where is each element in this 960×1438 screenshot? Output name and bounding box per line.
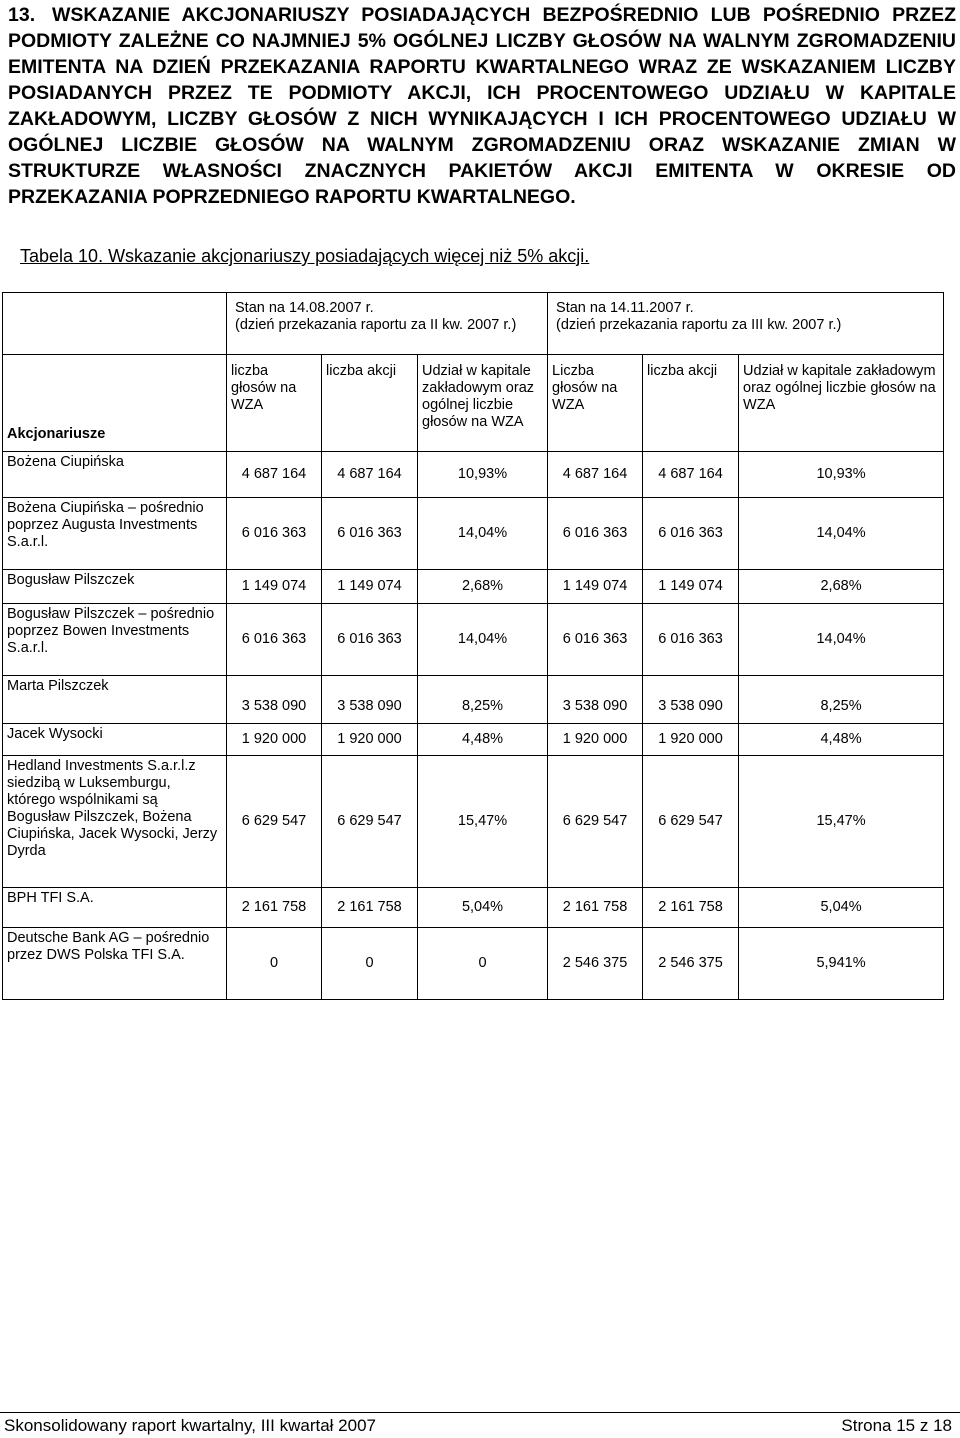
votes-q2: 0: [227, 928, 322, 1000]
section-number: 13.: [8, 4, 36, 26]
votes-q3: 1 149 074: [548, 570, 643, 604]
table-row: [3, 676, 944, 724]
percent-header-q2: Udział w kapitale zakładowym oraz ogólnej liczbie głosów na WZA: [418, 355, 548, 452]
footer-report-title: Skonsolidowany raport kwartalny, III kwartał 2007: [4, 1416, 376, 1435]
votes-q2: 1 920 000: [227, 724, 322, 756]
votes-q2: 3 538 090: [227, 676, 322, 724]
shares-header-q2: liczba akcji: [322, 355, 418, 452]
votes-q3: 1 920 000: [548, 724, 643, 756]
shares-q3: 6 016 363: [643, 604, 739, 676]
votes-q2: 6 016 363: [227, 498, 322, 570]
blank-corner-cell: [3, 293, 227, 355]
votes-q2: 6 016 363: [227, 604, 322, 676]
percent-q3: 10,93%: [739, 452, 944, 498]
votes-q2: 1 149 074: [227, 570, 322, 604]
holder-column-header: [3, 355, 227, 452]
shares-q2: 0: [322, 928, 418, 1000]
shares-q2: 3 538 090: [322, 676, 418, 724]
shares-q3: 3 538 090: [643, 676, 739, 724]
shares-q3: 4 687 164: [643, 452, 739, 498]
shares-q2: 1 920 000: [322, 724, 418, 756]
section-title: WSKAZANIE AKCJONARIUSZY POSIADAJĄCYCH BEZPOŚREDNIO LUB POŚREDNIO PRZEZ PODMIOTY ZALEŻNE CO NAJMNIEJ 5% OGÓLNEJ LICZBY GŁOSÓW NA WALNYM ZGROMADZENIU EMITENTA NA DZIEŃ PRZEKAZANIA RAPORTU KWARTALNEGO WRAZ ZE WSKAZANIEM LICZBY POSIADANYCH PRZEZ TE PODMIOTY AKCJI, ICH PROCENTOWEGO UDZIAŁU W KAPITALE ZAKŁADOWYM, LICZBY GŁOSÓW Z NICH WYNIKAJĄCYCH I ICH PROCENTOWEGO UDZIAŁU W OGÓLNEJ LICZBIE GŁOSÓW NA WALNYM ZGROMADZENIU ORAZ WSKAZANIE ZMIAN W STRUKTURZE WŁASNOŚCI ZNACZNYCH PAKIETÓW AKCJI EMITENTA W OKRESIE OD PRZEKAZANIA POPRZEDNIEGO RAPORTU KWARTALNEGO.: [8, 4, 956, 208]
shares-q3: 2 161 758: [643, 888, 739, 928]
holder-name: Bogusław Pilszczek: [3, 570, 227, 604]
votes-q3: 6 016 363: [548, 498, 643, 570]
holder-name: Jacek Wysocki: [3, 724, 227, 756]
shares-q3: 1 920 000: [643, 724, 739, 756]
holder-name: Bożena Ciupińska: [3, 452, 227, 498]
table-row: [3, 756, 944, 888]
table-caption: Tabela 10. Wskazanie akcjonariuszy posiadających więcej niż 5% akcji.: [20, 246, 590, 266]
shares-q2: 6 629 547: [322, 756, 418, 888]
shares-q2: 6 016 363: [322, 498, 418, 570]
group-header-row: [3, 293, 944, 355]
table-row: [3, 498, 944, 570]
percent-q3: 5,04%: [739, 888, 944, 928]
percent-q2: 0: [418, 928, 548, 1000]
holder-name: Bożena Ciupińska – pośrednio poprzez Augusta Investments S.a.r.l.: [3, 498, 227, 570]
section-heading: [8, 2, 956, 210]
group-q3-note: (dzień przekazania raportu za III kw. 2007 r.): [556, 317, 842, 333]
percent-q2: 15,47%: [418, 756, 548, 888]
percent-q3: 8,25%: [739, 676, 944, 724]
percent-header-q3: Udział w kapitale zakładowym oraz ogólnej liczbie głosów na WZA: [739, 355, 944, 452]
holder-header-label: Akcjonariusze: [7, 426, 106, 442]
group-header-q3: [548, 293, 944, 355]
votes-q3: 2 546 375: [548, 928, 643, 1000]
shares-q3: 6 016 363: [643, 498, 739, 570]
table-row: [3, 604, 944, 676]
holder-name: Bogusław Pilszczek – pośrednio poprzez Bowen Investments S.a.r.l.: [3, 604, 227, 676]
percent-q3: 14,04%: [739, 604, 944, 676]
footer-divider: [0, 1412, 960, 1413]
percent-q3: 14,04%: [739, 498, 944, 570]
votes-q3: 3 538 090: [548, 676, 643, 724]
votes-q2: 4 687 164: [227, 452, 322, 498]
votes-q3: 4 687 164: [548, 452, 643, 498]
shares-q2: 6 016 363: [322, 604, 418, 676]
shares-q2: 2 161 758: [322, 888, 418, 928]
holder-name: BPH TFI S.A.: [3, 888, 227, 928]
percent-q2: 5,04%: [418, 888, 548, 928]
shares-q2: 1 149 074: [322, 570, 418, 604]
shares-q3: 1 149 074: [643, 570, 739, 604]
votes-q2: 2 161 758: [227, 888, 322, 928]
shares-q3: 2 546 375: [643, 928, 739, 1000]
table-row: [3, 888, 944, 928]
percent-q3: 15,47%: [739, 756, 944, 888]
shares-q3: 6 629 547: [643, 756, 739, 888]
votes-header-q2: liczba głosów na WZA: [227, 355, 322, 452]
votes-q2: 6 629 547: [227, 756, 322, 888]
shares-q2: 4 687 164: [322, 452, 418, 498]
percent-q3: 4,48%: [739, 724, 944, 756]
percent-q2: 14,04%: [418, 604, 548, 676]
percent-q3: 2,68%: [739, 570, 944, 604]
shares-header-q3: liczba akcji: [643, 355, 739, 452]
group-q2-date: Stan na 14.08.2007 r.: [235, 300, 374, 316]
votes-q3: 2 161 758: [548, 888, 643, 928]
percent-q2: 10,93%: [418, 452, 548, 498]
holder-name: Deutsche Bank AG – pośrednio przez DWS Polska TFI S.A.: [3, 928, 227, 1000]
group-q3-date: Stan na 14.11.2007 r.: [556, 300, 694, 316]
percent-q2: 4,48%: [418, 724, 548, 756]
table-row: [3, 928, 944, 1000]
column-header-row: [3, 355, 944, 452]
votes-q3: 6 016 363: [548, 604, 643, 676]
votes-header-q3: Liczba głosów na WZA: [548, 355, 643, 452]
holder-name: Marta Pilszczek: [3, 676, 227, 724]
percent-q2: 14,04%: [418, 498, 548, 570]
table-row: [3, 570, 944, 604]
percent-q2: 8,25%: [418, 676, 548, 724]
table-row: [3, 452, 944, 498]
percent-q2: 2,68%: [418, 570, 548, 604]
group-q2-note: (dzień przekazania raportu za II kw. 2007 r.): [235, 317, 517, 333]
votes-q3: 6 629 547: [548, 756, 643, 888]
table-row: [3, 724, 944, 756]
group-header-q2: [227, 293, 548, 355]
holder-name: Hedland Investments S.a.r.l.z siedzibą w Luksemburgu, którego wspólnikami są Bogusław Pilszczek, Bożena Ciupińska, Jacek Wysocki, Jerzy Dyrda: [3, 756, 227, 888]
footer-page-number: Strona 15 z 18: [841, 1416, 952, 1435]
percent-q3: 5,941%: [739, 928, 944, 1000]
shareholders-table: [2, 292, 944, 1000]
